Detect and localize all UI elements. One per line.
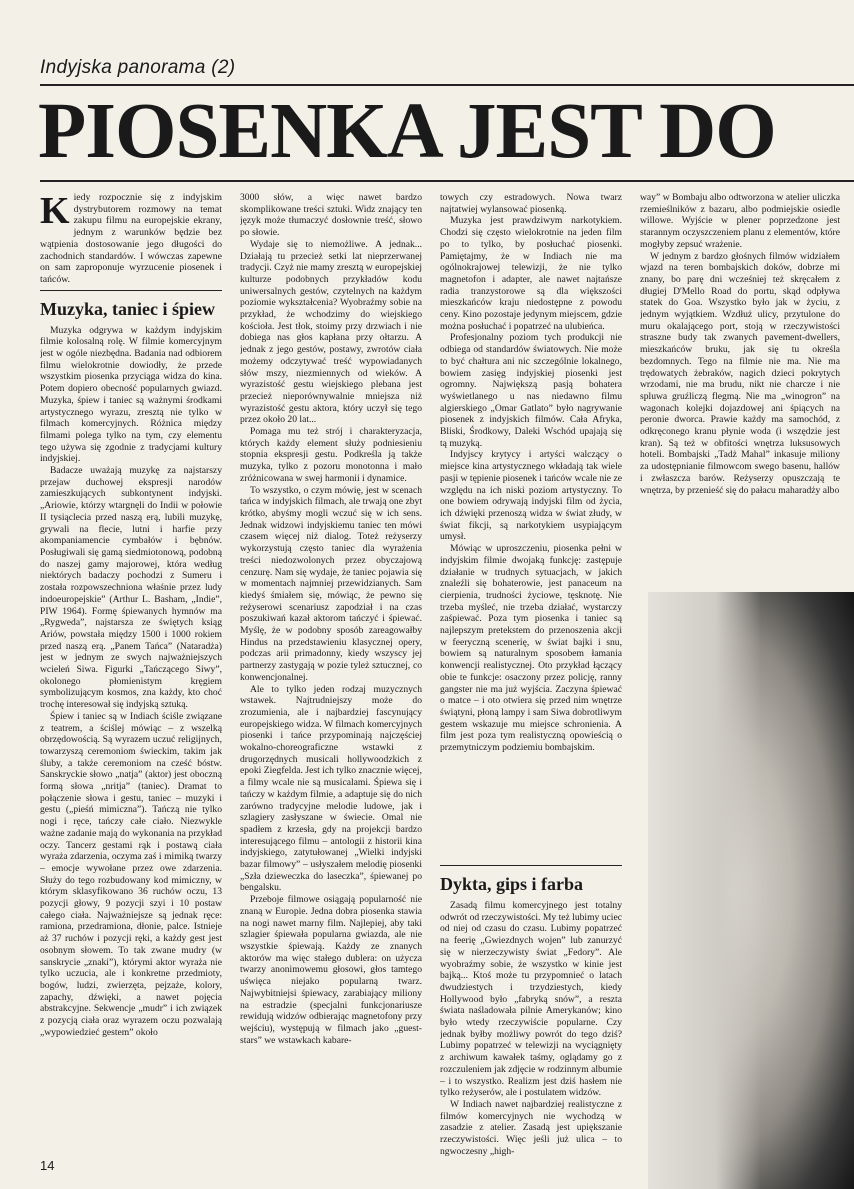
paragraph: way” w Bombaju albo odtworzona w atelier uliczka rzemieślników z bazaru, albo podmiejskie osiedle willowe. Wyjście w plener poprzedzone jest starannym oczyszczeniem planu z elementów, które mogłyby zepsuć wrażenie. [640,192,840,250]
column-2 [240,192,422,1147]
paragraph: Zasadą filmu komercyjnego jest totalny odwrót od rzeczywistości. My też lubimy uciec od niej od czasu do czasu. Lubimy popatrzeć na feerię „Gwiezdnych wojen” lub zanurzyć się w nierzeczywisty świat „Fedory”. Ale wyobraźmy sobie, że wszystko w kinie jest bajką... Ktoś może tu przypomnieć o latach dwudziestych i trzydziestych, kiedy Hollywood było „fabryką snów”, a reszta świata naśladowała pilnie Amerykanów; kino było wtedy rzeczywiście popularne. Czy jednak byłby możliwy powrót do tego dziś? Lubimy popatrzeć w telewizji na wyciągnięty z archiwum kawałek taśmy, oglądamy go z rozczuleniem jak zdjęcie w rodzinnym albumie – i to wszystko. Realizm jest dziś hasłem nie tylko reżyserów, ale i postulatem widzów. [440,900,622,1099]
intro-paragraph [40,192,222,286]
paragraph: Ale to tylko jeden rodzaj muzycznych wstawek. Najtrudniejszy może do zrozumienia, ale i najbardziej fascynujący europejskiego widza. W filmach komercyjnych piosenki i tańce przypominają najczęściej wokalno-choreograficzne wstawki z drugorzędnych musicali hollywoodzkich z epoki Ziegfelda. Jest ich tylko znacznie więcej, a filmy wcale nie są musicalami. Śpiewa się i tańczy w każdym filmie, a adaptuje się do nich zarówno tradycyjne melodie ludowe, jak i szlagiery zasłyszane w świecie. Omal nie spadłem z krzesła, gdy na projekcji bardzo interesującego filmu – antologii z historii kina indyjskiego, zatytułowanej „Wielki indyjski bazar filmowy” – usłyszałem melodię piosenki „Szła dzieweczka do laseczka”, śpiewanej po bengalsku. [240,683,422,894]
paragraph: Śpiew i taniec są w Indiach ściśle związane z teatrem, a ściślej mówiąc – z wszelką obrzędowością. Są wyrazem uczuć religijnych, towarzyszą ceremoniom świeckim, takim jak śluby, a także ceremoniom na cześć bóstw. Sanskryckie słowo „natja” (aktor) jest oboczną formą słowa „nritja” (taniec). Dramat to połączenie słowa i gestu, taniec – muzyki i gestu („pieśń mimiczna”). Tańczą nie tylko nogi i ręce, tańczy całe ciało. Niezwykle ważne zadanie mają do wykonania na przykład oczy. Tancerz gestami rąk i postawą ciała wyraża zdarzenia, oczyma zaś i mimiką twarzy – emocje wywołane przez owe zdarzenia. Służy do tego rozbudowany kod mimiczny, w którym sklasyfikowano 36 ruchów oczu, 13 pozycji głowy, 9 pozycji szyi i 10 postaw całego ciała. Najważniejsze są jednak ręce: ramiona, przedramiona, dłonie, palce. Istnieje aż 37 ruchów i pozycji ręki, a każdy gest jest osobnym słowem. To tak zwane mudry (w sanskrycie „znaki”), którymi aktor wyraża nie tylko uczucia, ale i konkretne przedmioty, bogów, ludzi, zwierzęta, pejzaże, kolory, zapachy, dźwięki, a nawet pojęcia abstrakcyjne. Sekwencje „mudr” i ich związek z pozycją ciała oraz wyrazem oczu pozwalają „wypowiedzieć gestem” około [40,710,222,1038]
intro-text: iedy rozpocznie się z indyjskim dystrybutorem rozmowy na temat zakupu filmu na europejskie ekrany, jednym z warunków będzie bez wątpienia dostosowanie jego długości do zachodnich standardów. I wówczas zapewne on sam zaproponuje wyrzucenie piosenek i tańców. [40,192,222,285]
paragraph: Pomaga mu też strój i charakteryzacja, których każdy element służy podniesieniu stopnia ekspresji gestu. Podkreśla ją także muzyka, tylko z pozoru monotonna i mało zróżnicowana w swej harmonii i dynamice. [240,426,422,484]
paragraph: W jednym z bardzo głośnych filmów widziałem wjazd na teren bombajskich doków, dobrze mi znany, bo parę dni wcześniej też skręcałem z długiej D'Mello Road do portu, skąd odpływa statek do Goa. Wszystko było jak w życiu, z jednym wyjątkiem. Wzdłuż ulicy, przytulone do muru okalającego port, stoją w rzeczywistości straszne budy tak zwanych pavement-dwellers, mieszkańców bruku, jak się tu określa bezdomnych. Tego na filmie nie ma. Nie ma trędowatych żebraków, nagich dzieci pokrytych wrzodami, nie ma brudu, nikt nie charcze i nie spluwa gruźliczą flegmą. Nie ma „winogron” na wagonach kolejki dojazdowej ani śpiących na peronie dworca. Prawie każdy ma samochód, z odkręconego kranu płynie woda (i wszędzie jest kran). Są też w obfitości wnętrza luksusowych hoteli. Bombajski „Tadż Mahal” inkasuje miliony za udostępnianie filmowcom swego basenu, hallów i zwłaszcza barów. Reżyserzy opuszczają te wnętrza, by przenieść się do pałacu maharadży albo [640,250,840,496]
section-heading-music: Muzyka, taniec i śpiew [40,290,222,319]
paragraph: Muzyka jest prawdziwym narkotykiem. Chodzi się często wielokrotnie na jeden film po to tylko, by posłuchać piosenki. Pamiętajmy, że w Indiach nie ma ogólnokrajowej telewizji, że nie tylko magnetofon i adapter, ale nawet najtańsze radia tranzystorowe są dla większości mieszkańców kraju niedostępne z powodu ceny. Kino pozostaje jedynym miejscem, gdzie można posłuchać i popatrzeć na ulubieńca. [440,215,622,332]
paragraph: Przeboje filmowe osiągają popularność nie znaną w Europie. Jedna dobra piosenka stawia na nogi nawet marny film. Najlepiej, aby taki szlagier śpiewała popularna gwiazda, ale nie wszystkie śpiewają. Każdy ze znanych aktorów ma więc stałego dublera: on użycza twarzy anonimowemu głosowi, głos tamtego uświęca niejako popularną twarz. Najwybitniejsi śpiewacy, zarabiający miliony na estradzie (specjalni funkcjonariusze rewidują widzów odbierając magnetofony przy wejściu), występują w filmach jako „guest-stars” we wstawkach kabare- [240,894,422,1046]
paragraph: Mówiąc w uproszczeniu, piosenka pełni w indyjskim filmie dwojaką funkcję: zastępuje działanie w trudnych sytuacjach, w jakich znaleźli się bohaterowie, jest panaceum na cierpienia, trudności życiowe, tęsknotę. Nie trzeba myśleć, nie trzeba działać, wystarczy zaśpiewać. Poza tym piosenka i taniec są najlepszym pretekstem do przenoszenia akcji w feeryczną scenerię, w świat bajki i snu, bowiem są naturalnym sposobem łamania konwencji realistycznej. Oto przykład łączący obie te funkcje: osaczony przez policję, ranny gangster nie ma już wyjścia. Zaczyna śpiewać o matce – i oto otwiera się przed nim wnętrze świątyni, płoną lampy i sam Siwa dobrotliwym gestem wskazuje mu miejsce schronienia. A film jest poza tym realistyczną opowieścią o przemytniczym podziemiu bombajskim. [440,543,622,754]
paragraph: Indyjscy krytycy i artyści walczący o miejsce kina artystycznego wkładają tak wiele pasji w tępienie piosenek i tańców wcale nie ze względu na ich niski poziom artystyczny. To one bowiem odrywają indyjski film od życia, ich dźwięki przenoszą widza w świat złudy, w świat fikcji, są narkotykiem usypiającym umysł. [440,449,622,543]
paragraph: To wszystko, o czym mówię, jest w scenach tańca w indyjskich filmach, ale trwają one zbyt krótko, abyśmy mogli wczuć się w ich sens. Jednak widzowi indyjskiemu taniec ten mówi czasem więcej niż dialog. Toteż reżyserzy wykorzystują często taniec dla wyrażenia treści niedozwolonych przez obyczajową cenzurę. Nam się wydaje, że taniec pojawia się w momentach najmniej przewidzianych. Sam kiedyś śmiałem się, mówiąc, że pewno się reżyserowi scenariusz zapodział i na czas poszukiwań kazał aktorom tańczyć i śpiewać. Myślę, że w podobny sposób zareagowałby Hindus na przedstawieniu klasycznej opery, podczas arii primadonny, kiedy wszyscy jej partnerzy zastygają w pozie tyleż sztucznej, co konwencjonalnej. [240,484,422,683]
section-heading-plywood: Dykta, gips i farba [440,865,622,894]
paragraph: Profesjonalny poziom tych produkcji nie odbiega od standardów światowych. Nie może to być chałtura ani nic szczególnie lokalnego, bowiem zasięg indyjskiej piosenki jest ogromny. Największą pasją bohatera wyświetlanego u nas niedawno filmu algierskiego „Omar Gatlato” było nagrywanie piosenek z indyjskich filmów. Cała Afryka, Bliski, Środkowy, Daleki Wschód upajają się tą muzyką. [440,332,622,449]
column-3-lower [440,865,622,1165]
paragraph: Muzyka odgrywa w każdym indyjskim filmie kolosalną rolę. W filmie komercyjnym jest w ogóle niezbędna. Badania nad odbiorem filmu wielokrotnie dowiodły, że przede wszystkim piosenka przyciąga widza do kina. Potem dopiero obecność popularnych gwiazd. Muzyka, śpiew i taniec są ważnymi środkami artystycznego wyrazu, zresztą nie tylko w filmach komercyjnych. Różnica między filmami polega tylko na tym, czy elementu tego używa się zgodnie z tradycjami kultury indyjskiej. [40,324,222,465]
portrait-photo [648,592,854,1189]
photo-highlight [648,592,761,1189]
paragraph: towych czy estradowych. Nowa twarz najtatwiej wylansować piosenką. [440,192,622,215]
column-3 [440,192,622,802]
column-1 [40,192,222,1157]
headline-rule [40,180,854,182]
drop-cap: K [40,192,70,232]
paragraph: W Indiach nawet najbardziej realistyczne z filmów komercyjnych nie wychodzą w zasadzie z atelier. Zasadą jest upiększanie rzeczywistości. Więc jeśli już ulica – to ngwoczesny „high- [440,1098,622,1157]
page-number: 14 [40,1158,55,1173]
series-title: Indyjska panorama (2) [40,57,236,78]
paragraph: Wydaje się to niemożliwe. A jednak... Działają tu przecież setki lat nieprzerwanej tradycji. Czyż nie mamy zresztą w europejskiej kulturze podobnych przykładów kodu uniwersalnych gestów, czytelnych na każdym poziomie wykształcenia? Wyobraźmy sobie na przykład, że wchodzimy do wiejskiego kościoła. Jest tłok, stoimy przy drzwiach i nie dobiega nas głos kapłana przy ołtarzu. A jednak z jego gestów, postawy, zwrotów ciała możemy odczytywać treść wypowiadanych słów mszy, niezmiennych od wieków. A wyrazistość gestu wiejskiego plebana jest przecież nieporównywalnie mniejsza niż wyrazistość gestu aktora, który uczył się tego przez około 20 lat... [240,238,422,426]
paragraph: Badacze uważają muzykę za najstarszy przejaw duchowej ekspresji narodów zamieszkujących subkontynent indyjski. „Ariowie, którzy wtargnęli do Indii w połowie II tysiąclecia przed naszą erą, lubili muzykę, grywali na flecie, lutni i harfie przy akompaniamencie cymbałów i bębnów. Posługiwali się gamą siedmiotonową, podobną do naszej gamy majorowej, która według niektórych badaczy pochodzi z Sumeru i została rozpowszechniona właśnie przez ludy indoeuropejskie” (Arthur L. Basham, „Indie”, PIW 1964). Formę śpiewanych hymnów ma „Rygweda”, najstarsza ze świętych ksiąg Ariów, powstała między 1500 i 1000 rokiem przed naszą erą. „Panem Tańca” (Nataradża) jest w jednym ze swych najważniejszych wcieleń Siwa. Figurki „Tańczącego Siwy”, okolonego płomienistym kręgiem symbolizującym kosmos, zna każdy, kto choć trochę interesował się indyjską sztuką. [40,465,222,711]
column-4 [640,192,840,587]
headline: PIOSENKA JEST DO [38,88,776,175]
paragraph: 3000 słów, a więc nawet bardzo skomplikowane treści sztuki. Widz znający ten język może tłumaczyć dosłownie treść, słowo po słowie. [240,192,422,239]
